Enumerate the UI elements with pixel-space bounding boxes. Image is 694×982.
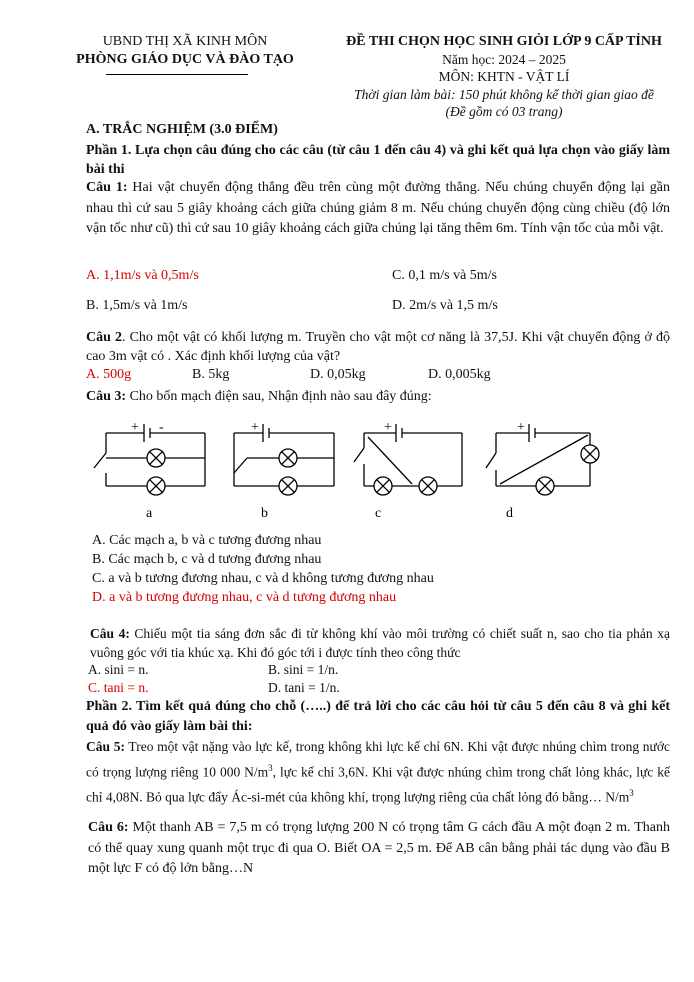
q3-option-c: C. a và b tương đương nhau, c và d không tương đương nhau: [92, 571, 434, 586]
q3-option-b: B. Các mạch b, c và d tương đương nhau: [92, 552, 322, 567]
q4-option-d: D. tani = 1/n.: [268, 680, 340, 695]
question-5-sup-2: 3: [629, 787, 634, 798]
question-4-text: Chiếu một tia sáng đơn sắc đi từ không khí vào môi trường có chiết suất n, sao cho tia phản xạ vuông góc với tia khúc xạ. Khi đó góc tới i được tính theo công thức: [90, 626, 670, 660]
circuit-diagrams: [0, 418, 694, 528]
circuit-a-plus: +: [131, 420, 139, 435]
circuit-label-b: b: [261, 506, 268, 521]
header-divider: [106, 74, 248, 75]
question-4-label: Câu 4:: [90, 626, 130, 641]
question-5-text-b: , lực kế chỉ 3,6N. Khi vật được nhúng chìm trong chất lỏng khác, lực kế chỉ 4,08N. Bỏ qua lực đẩy Ác-si-mét của không khí, trọng lượng riêng của chất lỏng đó bằng… N/m: [86, 764, 670, 804]
q2-option-b: B. 5kg: [192, 367, 230, 382]
question-6: [88, 818, 670, 880]
header-pages: (Đề gồm có 03 trang): [445, 104, 563, 119]
circuit-label-d: d: [506, 506, 513, 521]
q4-option-a: A. sini = n.: [88, 662, 149, 677]
circuit-a-minus: -: [159, 420, 164, 435]
q1-option-a: A. 1,1m/s và 0,5m/s: [86, 268, 199, 283]
header-subject: MÔN: KHTN - VẬT LÍ: [438, 69, 570, 84]
q2-option-c: D. 0,05kg: [310, 367, 366, 382]
question-3-text: Cho bốn mạch điện sau, Nhận định nào sau đây đúng:: [126, 389, 432, 404]
question-4: [90, 625, 670, 662]
header-left-line2: PHÒNG GIÁO DỤC VÀ ĐÀO TẠO: [76, 52, 294, 67]
question-1-text: Hai vật chuyển động thẳng đều trên cùng một đường thẳng. Nếu chúng chuyển động lại gần nhau thì cứ sau 5 giây khoảng cách giữa chúng giảm 8 m. Nếu chúng chuyển động cùng chiều (độ lớn vận tốc như cũ) thì cứ sau 10 giây khoảng cách giữa chúng lại tăng thêm 6m. Tính vận tốc của mỗi vật.: [86, 180, 670, 236]
q3-option-d: D. a và b tương đương nhau, c và d tương đương nhau: [92, 590, 397, 605]
part1-instructions: Phần 1. Lựa chọn câu đúng cho các câu (từ câu 1 đến câu 4) và ghi kết quả lựa chọn vào giấy làm bài thi: [86, 143, 670, 177]
question-2-text: . Cho một vật có khối lượng m. Truyền cho vật một cơ năng là 37,5J. Khi vật chuyển động ở độ cao 3m vật có . Xác định khối lượng của vật?: [86, 330, 670, 364]
q2-option-d: D. 0,005kg: [428, 367, 491, 382]
question-2-label: Câu 2: [86, 330, 122, 345]
question-3: [86, 387, 670, 408]
question-1: [86, 178, 670, 240]
circuit-label-a: a: [146, 506, 153, 521]
circuit-d-plus: +: [517, 420, 525, 435]
q1-option-c: C. 0,1 m/s và 5m/s: [392, 268, 498, 283]
circuit-b-plus: +: [251, 420, 259, 435]
question-5-sup-1: 3: [268, 762, 273, 773]
q2-option-a: A. 500g: [86, 367, 132, 382]
circuit-d: [486, 424, 590, 486]
question-5: [86, 737, 670, 808]
circuit-label-c: c: [375, 506, 382, 521]
header-right-title: ĐỀ THI CHỌN HỌC SINH GIỎI LỚP 9 CẤP TỈNH: [346, 34, 662, 49]
question-5-label: Câu 5:: [86, 739, 125, 754]
q1-option-b: B. 1,5m/s và 1m/s: [86, 298, 188, 313]
question-5-text-a: Treo một vật nặng vào lực kế, trong không khi lực kế chỉ 6N. Khi vật được nhúng chìm trong nước có trọng lượng riêng 10 000 N/m: [86, 739, 670, 779]
header-school-year: Năm học: 2024 – 2025: [442, 52, 566, 67]
section-a-title: A. TRẮC NGHIỆM (3.0 ĐIỂM): [86, 122, 278, 137]
header-time: Thời gian làm bài: 150 phút không kể thời gian giao đề: [354, 87, 654, 102]
question-1-label: Câu 1:: [86, 180, 128, 195]
q4-option-b: B. sini = 1/n.: [268, 662, 339, 677]
q1-option-d: D. 2m/s và 1,5 m/s: [392, 298, 498, 313]
question-2: [86, 328, 670, 366]
question-3-label: Câu 3:: [86, 389, 127, 404]
part2-instructions: Phần 2. Tìm kết quả đúng cho chỗ (…..) để trả lời cho các câu hỏi từ câu 5 đến câu 8 và ghi kết quả đó vào giấy làm bài thi:: [86, 699, 670, 734]
circuit-c: [354, 424, 462, 486]
q3-option-a: A. Các mạch a, b và c tương đương nhau: [92, 533, 322, 548]
question-6-text: Một thanh AB = 7,5 m có trọng lượng 200 N có trọng tâm G cách đầu A một đoạn 2 m. Thanh có thể quay xung quanh một trục đi qua O. Biết OA = 2,5 m. Để AB cân bằng phải tác dụng vào đầu B một lực F có độ lớn bằng…N: [88, 820, 670, 876]
question-6-label: Câu 6:: [88, 820, 129, 835]
header-left-line1: UBND THỊ XÃ KINH MÔN: [102, 34, 268, 49]
q4-option-c: C. tani = n.: [88, 680, 149, 695]
circuit-c-plus: +: [384, 420, 392, 435]
